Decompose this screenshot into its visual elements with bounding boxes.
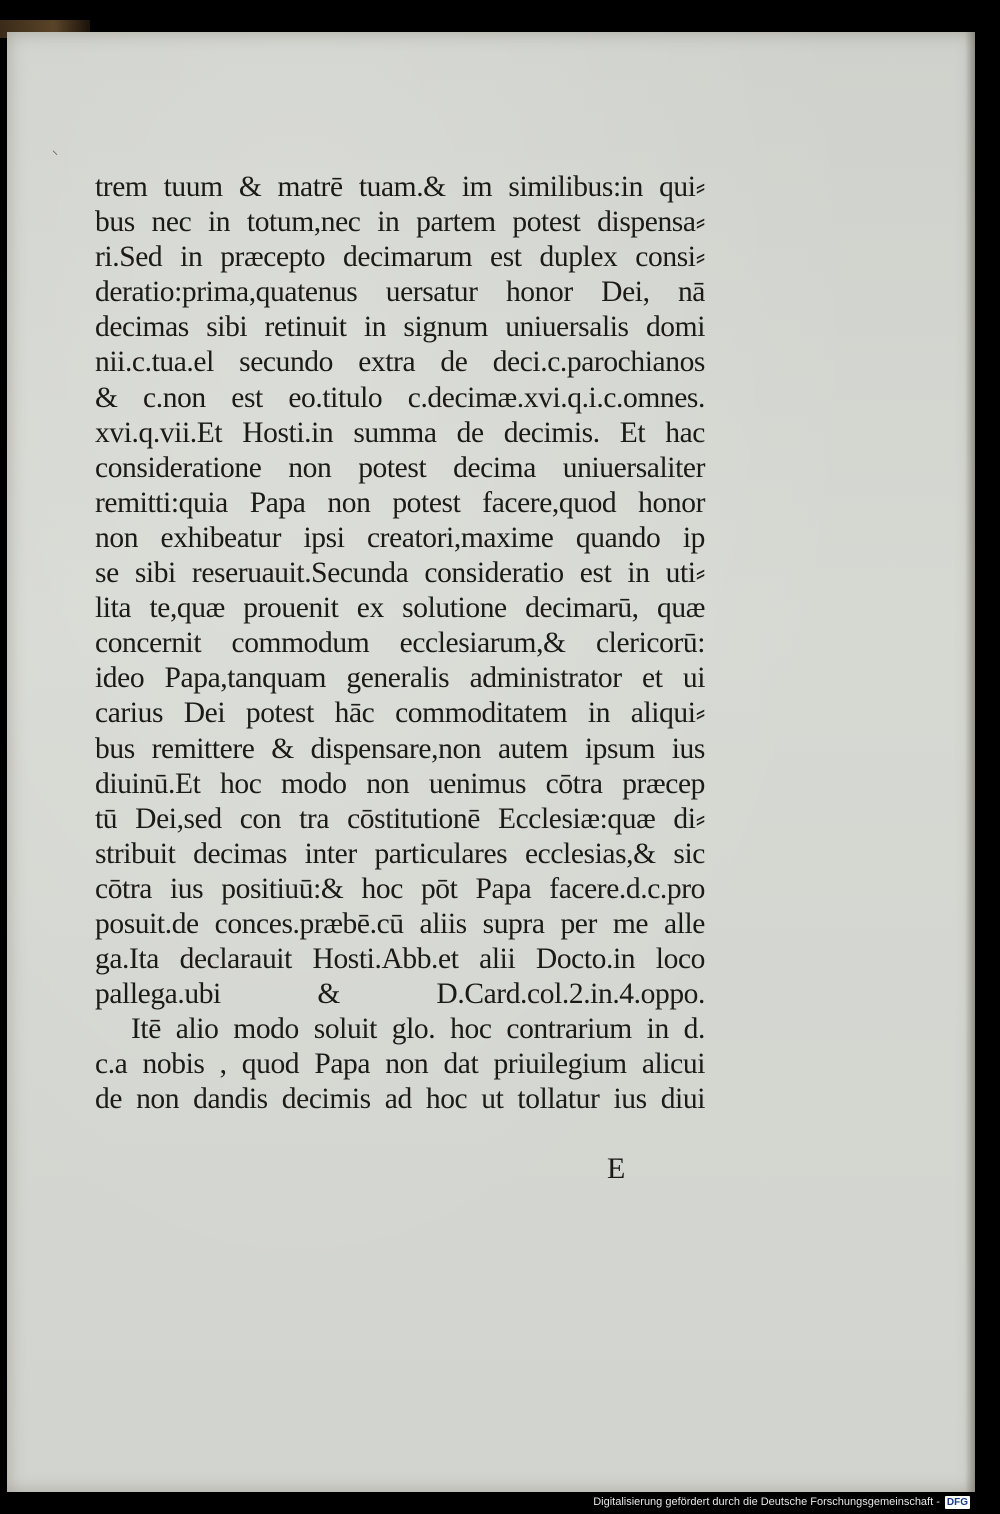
text-line: decimas sibi retinuit in signum uniuersalis domi: [95, 311, 705, 344]
text-line: cōtra ius positiuū:& hoc pōt Papa facere.d.c.pro: [95, 872, 705, 905]
text-line: diuinū.Et hoc modo non uenimus cōtra præcep: [95, 767, 705, 800]
text-line: xvi.q.vii.Et Hosti.in summa de decimis. Et hac: [95, 416, 705, 449]
catchword: E: [607, 1152, 626, 1185]
text-line: pallega.ubi & D.Card.col.2.in.4.oppo.: [95, 978, 705, 1011]
text-line: deratio:prima,quatenus uersatur honor Dei, nā: [95, 276, 705, 309]
text-line: ga.Ita declarauit Hosti.Abb.et alii Docto.in loco: [95, 943, 705, 976]
text-line: concernit commodum ecclesiarum,& clericorū:: [95, 627, 705, 660]
text-line: lita te,quæ prouenit ex solutione decimarū, quæ: [95, 592, 705, 625]
text-line: nii.c.tua.el secundo extra de deci.c.parochianos: [95, 346, 705, 379]
book-page: [7, 32, 975, 1492]
body-text: [95, 170, 705, 1118]
text-line: consideratione non potest decima uniuersaliter: [95, 451, 705, 484]
text-line: tū Dei,sed con tra cōstitutionē Ecclesiæ:quæ di⸗: [95, 802, 705, 835]
text-line: se sibi reseruauit.Secunda consideratio est in uti⸗: [95, 557, 705, 590]
text-line: bus remittere & dispensare,non autem ipsum ius: [95, 732, 705, 765]
text-line: bus nec in totum,nec in partem potest dispensa⸗: [95, 206, 705, 239]
text-line: trem tuum & matrē tuam.& im similibus:in qui⸗: [95, 171, 705, 203]
text-line: non exhibeatur ipsi creatori,maxime quando ip: [95, 521, 705, 554]
text-line: & c.non est eo.titulo c.decimæ.xvi.q.i.c.omnes.: [95, 381, 705, 414]
text-line: ideo Papa,tanquam generalis administrator et ui: [95, 662, 705, 695]
text-line: c.a nobis , quod Papa non dat priuilegium alicui: [95, 1048, 705, 1081]
text-line: posuit.de conces.præbē.cū aliis supra per me alle: [95, 907, 705, 940]
digitization-footer: [593, 1494, 970, 1510]
text-line: stribuit decimas inter particulares ecclesias,& sic: [95, 837, 705, 870]
ink-speck: ⸜: [52, 143, 59, 157]
text-line: carius Dei potest hāc commoditatem in aliqui⸗: [95, 697, 705, 730]
text-line: de non dandis decimis ad hoc ut tollatur ius diui: [95, 1083, 705, 1116]
footer-credit-text: Digitalisierung gefördert durch die Deutsche Forschungsgemeinschaft -: [593, 1496, 940, 1508]
page-gutter-shadow: [965, 32, 975, 1492]
text-line: remitti:quia Papa non potest facere,quod honor: [95, 486, 705, 519]
text-line: ri.Sed in præcepto decimarum est duplex consi⸗: [95, 241, 705, 274]
dfg-logo: DFG: [946, 1496, 968, 1508]
text-line: Itē alio modo soluit glo. hoc contrarium in d.: [131, 1013, 705, 1046]
